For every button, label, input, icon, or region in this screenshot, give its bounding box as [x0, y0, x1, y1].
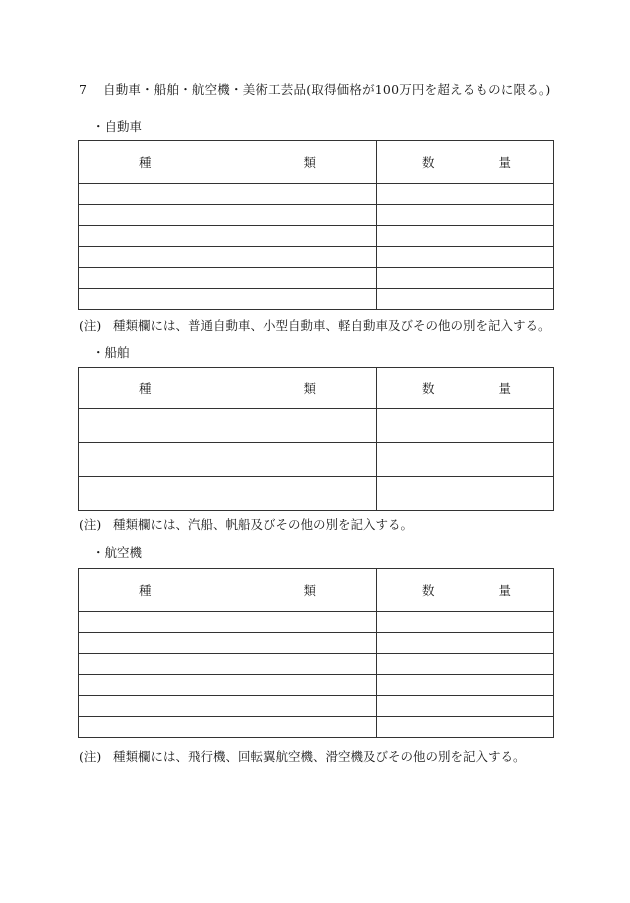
ship-table-header — [79, 368, 554, 409]
aircraft-note — [79, 747, 526, 765]
quantity-cell[interactable] — [377, 247, 554, 268]
kind-header: 種 類 — [79, 368, 377, 409]
kind-header: 種 類 — [79, 569, 377, 612]
quantity-cell[interactable] — [377, 696, 554, 717]
car-table-header — [79, 141, 554, 184]
quantity-cell[interactable] — [377, 289, 554, 310]
table-row — [79, 612, 554, 633]
car-section-title: ・自動車 — [92, 119, 143, 134]
kind-header: 種 類 — [79, 141, 377, 184]
table-row — [79, 477, 554, 511]
kind-cell[interactable] — [79, 477, 377, 511]
ship-table — [78, 367, 554, 511]
kind-cell[interactable] — [79, 696, 377, 717]
quantity-cell[interactable] — [377, 205, 554, 226]
quantity-cell[interactable] — [377, 612, 554, 633]
aircraft-section-title: ・航空機 — [92, 545, 143, 560]
section-title: 自動車・船舶・航空機・美術工芸品(取得価格が100万円を超えるものに限る。) — [103, 82, 551, 97]
quantity-cell[interactable] — [377, 633, 554, 654]
kind-cell[interactable] — [79, 717, 377, 738]
quantity-cell[interactable] — [377, 717, 554, 738]
kind-cell[interactable] — [79, 675, 377, 696]
note-text: 種類欄には、汽船、帆船及びその他の別を記入する。 — [113, 517, 414, 532]
note-tag: (注) — [79, 749, 102, 764]
kind-cell[interactable] — [79, 184, 377, 205]
quantity-cell[interactable] — [377, 409, 554, 443]
quantity-cell[interactable] — [377, 443, 554, 477]
kind-cell[interactable] — [79, 247, 377, 268]
kind-cell[interactable] — [79, 268, 377, 289]
table-row — [79, 205, 554, 226]
table-row — [79, 289, 554, 310]
kind-cell[interactable] — [79, 409, 377, 443]
table-row — [79, 226, 554, 247]
kind-cell[interactable] — [79, 289, 377, 310]
table-row — [79, 443, 554, 477]
aircraft-table-header — [79, 569, 554, 612]
car-note — [79, 316, 551, 334]
ship-note — [79, 515, 413, 533]
kind-cell[interactable] — [79, 633, 377, 654]
table-row — [79, 675, 554, 696]
table-row — [79, 247, 554, 268]
table-row — [79, 717, 554, 738]
table-row — [79, 184, 554, 205]
quantity-header: 数 量 — [377, 141, 554, 184]
car-table — [78, 140, 554, 310]
quantity-header: 数 量 — [377, 368, 554, 409]
note-tag: (注) — [79, 318, 102, 333]
ship-section-title: ・船舶 — [92, 345, 130, 360]
kind-cell[interactable] — [79, 205, 377, 226]
table-row — [79, 633, 554, 654]
quantity-cell[interactable] — [377, 184, 554, 205]
kind-cell[interactable] — [79, 612, 377, 633]
quantity-cell[interactable] — [377, 268, 554, 289]
kind-cell[interactable] — [79, 443, 377, 477]
quantity-header: 数 量 — [377, 569, 554, 612]
quantity-cell[interactable] — [377, 226, 554, 247]
table-row — [79, 696, 554, 717]
kind-cell[interactable] — [79, 654, 377, 675]
aircraft-table — [78, 568, 554, 738]
kind-cell[interactable] — [79, 226, 377, 247]
table-row — [79, 268, 554, 289]
section-heading — [79, 80, 550, 98]
quantity-cell[interactable] — [377, 675, 554, 696]
table-row — [79, 654, 554, 675]
quantity-cell[interactable] — [377, 477, 554, 511]
table-row — [79, 409, 554, 443]
section-number: 7 — [79, 82, 88, 97]
note-tag: (注) — [79, 517, 102, 532]
note-text: 種類欄には、飛行機、回転翼航空機、滑空機及びその他の別を記入する。 — [113, 749, 526, 764]
quantity-cell[interactable] — [377, 654, 554, 675]
note-text: 種類欄には、普通自動車、小型自動車、軽自動車及びその他の別を記入する。 — [113, 318, 551, 333]
